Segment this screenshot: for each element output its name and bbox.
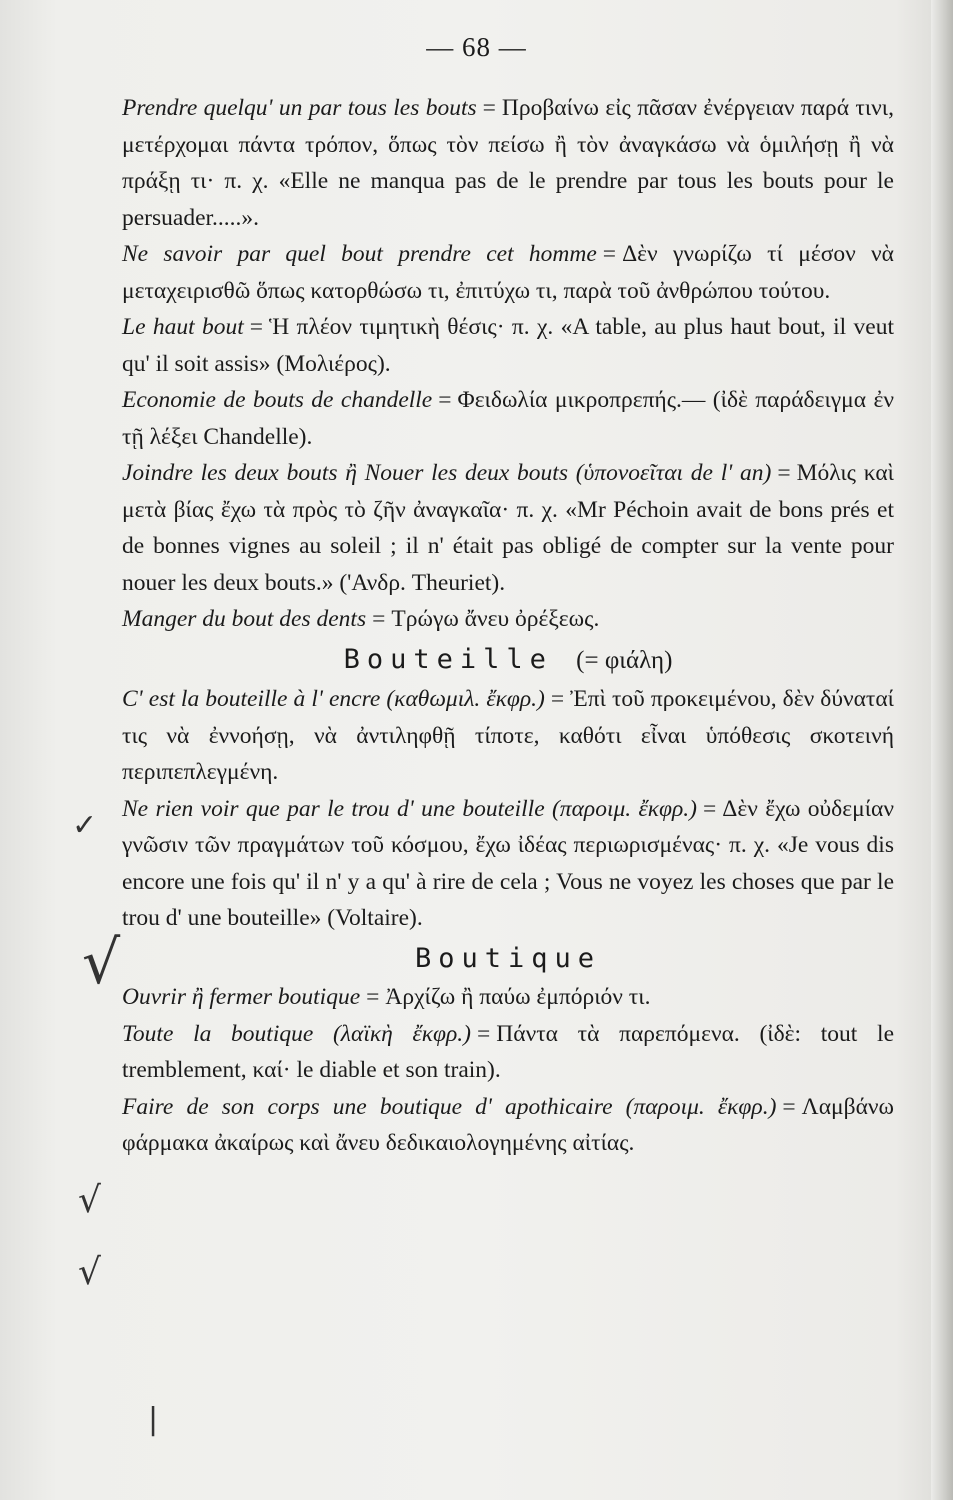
entry-term: Prendre quelqu' un par tous les bouts <box>122 95 477 121</box>
entry <box>122 1089 894 1162</box>
equals-sign: = <box>602 241 617 267</box>
margin-tick-mark: √ <box>78 1252 101 1293</box>
margin-check-mark: ✓ <box>72 808 98 843</box>
entry <box>122 90 894 236</box>
section-heading <box>122 941 894 978</box>
dictionary-content <box>122 90 894 1162</box>
entry-definition: Ἐπὶ τοῦ προκειμένου, δὲν δύναταί τις νὰ ἐννοήσῃ, νὰ ἀντιληφθῇ τίποτε, καθότι εἶναι ὑπόθεσις σκοτεινή περιπεπλεγμένη. <box>122 686 894 785</box>
page-edge <box>931 0 953 1500</box>
entry-term: Le haut bout <box>122 314 244 340</box>
entry <box>122 309 894 382</box>
margin-tick-mark: √ <box>82 928 121 998</box>
section-word: Bouteille <box>343 643 553 675</box>
section-heading <box>122 642 894 680</box>
entry <box>122 979 894 1016</box>
entry-definition: Λαμβάνω φάρμακα ἀκαίρως καὶ ἄνευ δεδικαιολογημένης αἰτίας. <box>122 1093 894 1156</box>
entry <box>122 236 894 309</box>
section-word: Boutique <box>414 942 602 974</box>
equals-sign: = <box>703 795 717 822</box>
entry-term: Economie de bouts de chandelle <box>122 387 433 413</box>
entry-definition: Προβαίνω εἰς πᾶσαν ἐνέργειαν παρά τινι, μετέρχομαι πάντα τρόπον, ὅπως τὸν πείσω ἢ τὸν ἀναγκάσω νὰ ὁμιλήσῃ ἢ νὰ πράξῃ τι· π. χ. «Elle ne manqua pas de le prendre par tous les bouts pour le persuader.....». <box>122 95 894 231</box>
margin-tick-mark: √ <box>78 1180 101 1221</box>
entry-term: Manger du bout des dents <box>122 606 367 632</box>
page-number: — 68 — <box>426 32 527 62</box>
equals-sign: = <box>366 984 380 1010</box>
entry-term: Ne rien voir que par le trou d' une bouteille (παροιμ. ἔκφρ.) <box>122 795 697 822</box>
equals-sign: = <box>438 387 452 413</box>
entry <box>122 681 894 791</box>
entry-definition: Πάντα τὰ παρεπόμενα. (ἰδὲ: tout le tremblement, καί· le diable et son train). <box>122 1020 894 1083</box>
entry <box>122 455 894 601</box>
equals-sign: = <box>782 1093 796 1120</box>
equals-sign: = <box>477 1020 491 1047</box>
entry-definition: Δὲν ἔχω οὐδεμίαν γνῶσιν τῶν πραγμάτων τοῦ κόσμου, ἔχω ἰδέας περιωρισμένας· π. χ. «Je vous dis encore une fois qu' il n' y a qu' à rire de cela ; Vous ne voyez les choses que par le trou d' une bouteille» (Voltaire). <box>122 795 894 931</box>
equals-sign: = <box>372 606 386 632</box>
entry-term: Ouvrir ἢ fermer boutique <box>122 984 361 1010</box>
entry-term: Toute la boutique (λαϊκὴ ἔκφρ.) <box>122 1020 472 1047</box>
entry-term: Joindre les deux bouts ἢ Nouer les deux bouts (ὑπονοεῖται de l' an) <box>122 460 772 486</box>
entry-term: C' est la bouteille à l' encre (καθωμιλ. ἔκφρ.) <box>122 686 545 712</box>
entry <box>122 791 894 937</box>
entry-term: Faire de son corps une boutique d' apothicaire (παροιμ. ἔκφρ.) <box>122 1093 777 1120</box>
entry-definition: Δὲν γνωρίζω τί μέσον νὰ μεταχειρισθῶ ὅπως κατορθώσω τι, ἐπιτύχω τι, παρὰ τοῦ ἀνθρώπου τούτου. <box>122 241 894 304</box>
equals-sign: = <box>777 460 791 486</box>
section-gloss: (= φιάλη) <box>576 646 673 674</box>
entry-definition: Μόλις καὶ μετὰ βίας ἔχω τὰ πρὸς τὸ ζῆν ἀναγκαῖα· π. χ. «Mr Péchoin avait de bons prés et de bonnes vignes au soleil ; il n' était pas obligé de compter sur la vente pour nouer les deux bouts.» ('Ανδρ. Theuriet). <box>122 460 894 596</box>
entry-definition: Ἀρχίζω ἢ παύω ἐμπόριόν τι. <box>385 984 651 1010</box>
equals-sign: = <box>249 314 264 340</box>
entry-definition: Φειδωλία μικροπρεπής.— (ἰδὲ παράδειγμα ἐν τῇ λέξει Chandelle). <box>122 387 894 450</box>
entry-term: Ne savoir par quel bout prendre cet homme <box>122 241 597 267</box>
entry-definition: Ἡ πλέον τιμητικὴ θέσις· π. χ. «A table, au plus haut bout, il veut qu' il soit assis» (Μολιέρος). <box>122 314 894 377</box>
equals-sign: = <box>550 686 565 712</box>
equals-sign: = <box>482 95 496 121</box>
entry-definition: Τρώγω ἄνευ ὀρέξεως. <box>391 606 600 632</box>
margin-bar-mark: | <box>148 1402 159 1437</box>
entry <box>122 601 894 638</box>
entry <box>122 1016 894 1089</box>
entry <box>122 382 894 455</box>
